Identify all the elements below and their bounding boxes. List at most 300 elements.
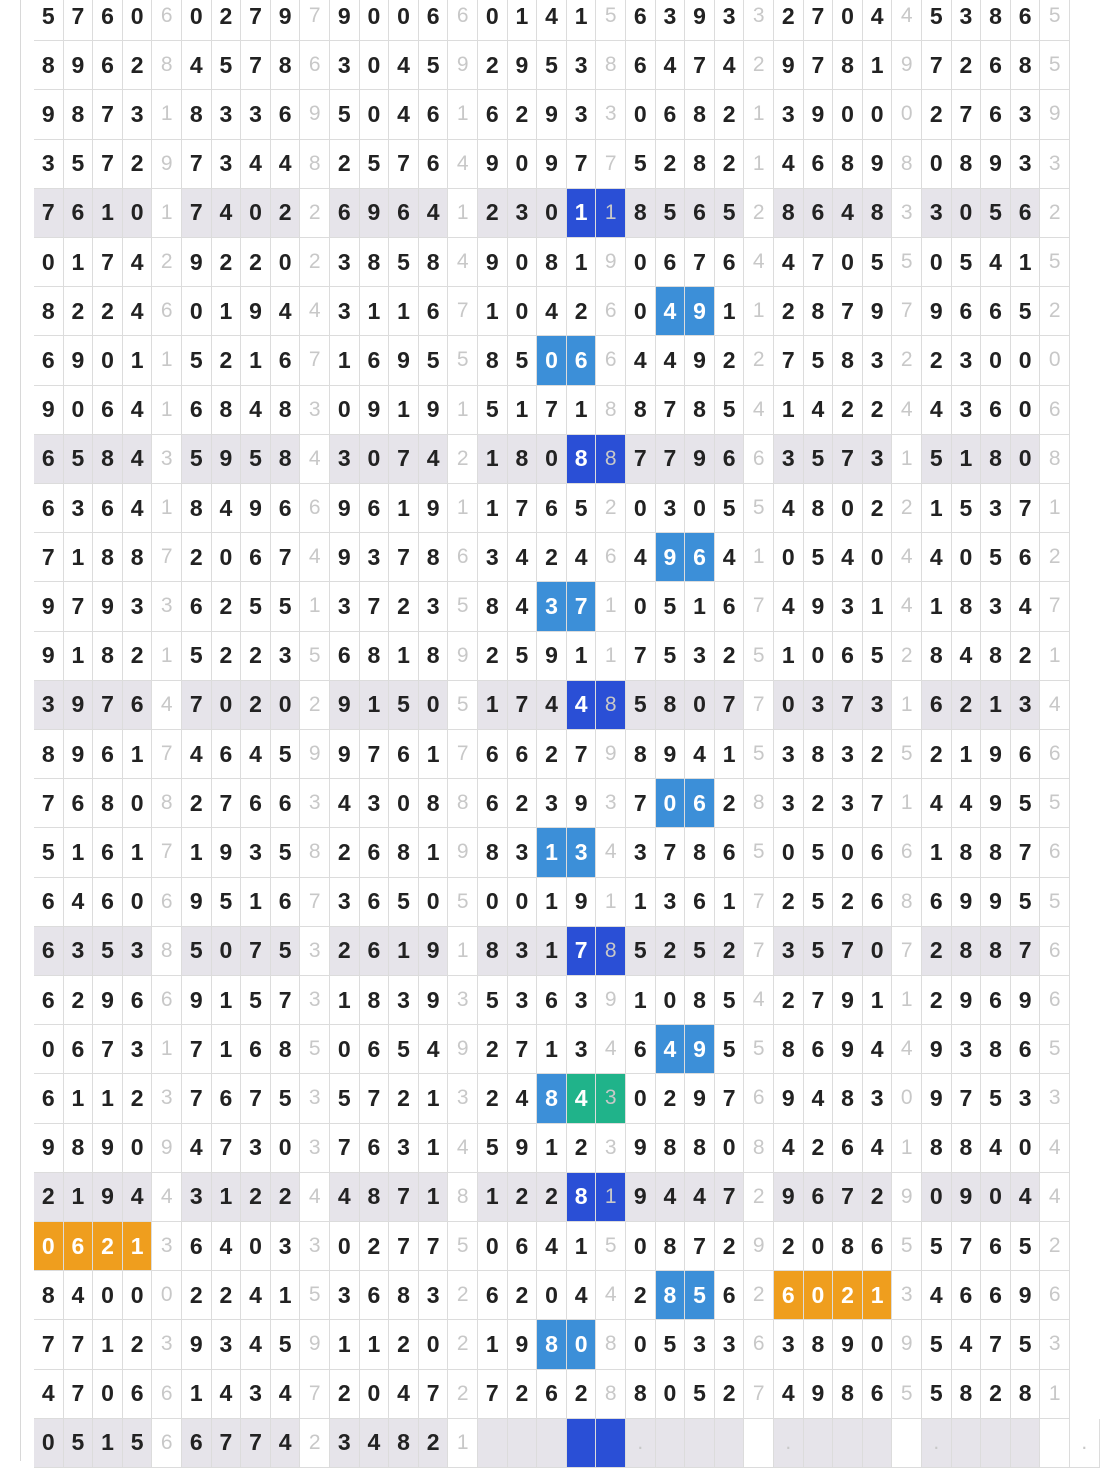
grid-separator-digit: 9 [596,976,626,1025]
grid-digit: 0 [478,0,508,41]
grid-digit: 2 [64,287,94,336]
grid-digit: 7 [626,632,656,681]
grid-digit: 7 [626,779,656,828]
grid-separator-digit: 3 [300,1222,330,1271]
grid-digit: 8 [34,287,64,336]
grid-digit: 6 [123,976,153,1025]
grid-digit [715,1419,745,1468]
grid-separator-digit: 2 [300,1419,330,1468]
grid-digit: 9 [212,435,242,484]
grid-separator-digit: 5 [1040,779,1070,828]
grid-separator-digit: 5 [892,238,922,287]
grid-separator-digit: 6 [152,878,182,927]
grid-digit: 2 [508,779,538,828]
grid-digit: 1 [64,632,94,681]
grid-digit: 6 [419,140,449,189]
grid-digit: 0 [271,681,301,730]
grid-digit: 5 [419,336,449,385]
grid-separator-digit: 1 [448,484,478,533]
grid-digit: 9 [922,1074,952,1123]
grid-digit: 2 [537,1173,567,1222]
grid-digit: 5 [715,386,745,435]
grid-digit: 6 [981,90,1011,139]
grid-separator-digit: 8 [448,1173,478,1222]
grid-digit: 9 [182,238,212,287]
grid-separator-digit: 4 [744,386,774,435]
grid-digit: 7 [182,1074,212,1123]
grid-separator-digit: 8 [596,1370,626,1419]
grid-digit: 5 [34,828,64,877]
grid-digit: 7 [64,1370,94,1419]
grid-digit: 3 [656,878,686,927]
grid-digit: 8 [685,976,715,1025]
grid-digit: 3 [833,779,863,828]
grid-digit: 9 [478,238,508,287]
grid-separator-digit: 6 [152,976,182,1025]
grid-digit: 6 [330,632,360,681]
grid-separator-digit: 7 [596,140,626,189]
grid-separator-digit: 3 [1040,140,1070,189]
grid-digit: 4 [981,238,1011,287]
grid-digit: 2 [656,927,686,976]
grid-separator-digit: 8 [596,41,626,90]
grid-digit: 8 [360,238,390,287]
grid-digit: 6 [833,632,863,681]
grid-separator-digit: 6 [744,1074,774,1123]
grid-digit: 2 [715,140,745,189]
grid-digit: 1 [478,1173,508,1222]
grid-digit: 5 [952,238,982,287]
grid-separator-digit: 1 [744,287,774,336]
grid-digit: 5 [508,336,538,385]
grid-digit: 0 [656,1370,686,1419]
grid-digit: 2 [478,1025,508,1074]
grid-digit: 5 [271,1320,301,1369]
grid-digit: 2 [715,336,745,385]
grid-digit: 0 [626,1074,656,1123]
grid-digit: 4 [537,681,567,730]
grid-digit: 2 [508,1173,538,1222]
grid-digit: 1 [922,484,952,533]
grid-separator-digit: 9 [152,140,182,189]
grid-separator-digit: 7 [448,730,478,779]
grid-digit: 4 [123,1173,153,1222]
grid-digit: 5 [656,1320,686,1369]
grid-digit: 9 [34,90,64,139]
grid-digit: 0 [478,878,508,927]
grid-digit: 3 [952,1025,982,1074]
grid-separator-digit: 5 [744,484,774,533]
grid-digit: 7 [360,582,390,631]
grid-digit: 3 [537,779,567,828]
grid-separator-digit: 6 [1040,1271,1070,1320]
grid-digit: 0 [508,287,538,336]
grid-digit: 6 [389,730,419,779]
grid-separator-digit: 1 [1040,1370,1070,1419]
grid-digit: 5 [685,1370,715,1419]
grid-digit: 4 [212,189,242,238]
grid-digit: 7 [656,386,686,435]
grid-digit: 2 [93,287,123,336]
grid-digit: 9 [981,730,1011,779]
grid-separator-digit: 6 [1040,730,1070,779]
grid-digit: 3 [419,582,449,631]
grid-digit: 6 [93,484,123,533]
grid-digit: 6 [271,878,301,927]
grid-digit: 6 [64,189,94,238]
grid-digit: 3 [241,1370,271,1419]
grid-digit: 6 [715,582,745,631]
grid-separator-digit: 7 [300,1370,330,1419]
grid-digit: 2 [922,976,952,1025]
grid-digit: 5 [626,140,656,189]
grid-digit: 4 [271,287,301,336]
grid-digit: 6 [804,1173,834,1222]
grid-digit: 2 [981,1370,1011,1419]
grid-digit: 7 [863,779,893,828]
grid-digit: 9 [922,287,952,336]
grid-separator-digit: 5 [1040,1025,1070,1074]
grid-digit: 2 [212,582,242,631]
grid-digit: 2 [123,140,153,189]
grid-digit: 7 [508,484,538,533]
grid-digit: 1 [330,1320,360,1369]
grid-digit: 1 [64,1074,94,1123]
grid-digit: 5 [241,976,271,1025]
grid-digit: 3 [123,582,153,631]
grid-digit: 2 [419,1419,449,1468]
grid-separator-digit: 6 [300,484,330,533]
grid-digit: 5 [981,1074,1011,1123]
grid-digit: 1 [182,1370,212,1419]
grid-digit: 6 [241,533,271,582]
grid-digit: 6 [981,976,1011,1025]
grid-separator-digit: 7 [892,927,922,976]
grid-separator-digit: 1 [152,386,182,435]
grid-digit: 7 [508,681,538,730]
grid-digit: 1 [419,1173,449,1222]
grid-digit: 4 [241,730,271,779]
grid-digit: 9 [567,878,597,927]
grid-separator-digit: 6 [892,828,922,877]
grid-digit: 0 [360,1370,390,1419]
grid-separator-digit: 5 [448,1222,478,1271]
grid-separator-digit: 5 [448,878,478,927]
grid-separator-digit: 8 [596,386,626,435]
grid-digit: 6 [715,1271,745,1320]
grid-digit: 5 [1011,878,1041,927]
grid-separator-digit: 5 [596,0,626,41]
grid-separator-digit: 9 [596,238,626,287]
grid-separator-digit: 1 [1040,484,1070,533]
grid-digit: 3 [922,189,952,238]
grid-separator-digit: 5 [1040,238,1070,287]
grid-separator-digit: 8 [744,1124,774,1173]
grid-separator-digit: 6 [152,0,182,41]
grid-separator-digit: 2 [596,484,626,533]
grid-digit: 2 [833,1271,863,1320]
grid-digit: 7 [419,1370,449,1419]
grid-separator-digit: 7 [152,730,182,779]
grid-digit: 1 [241,336,271,385]
grid-digit: 0 [123,1271,153,1320]
grid-digit: 7 [1011,828,1041,877]
grid-digit: 7 [715,1074,745,1123]
grid-digit: 9 [330,730,360,779]
grid-digit: 8 [389,1271,419,1320]
grid-digit: 9 [833,1025,863,1074]
grid-digit: 7 [981,1320,1011,1369]
grid-digit: 6 [93,828,123,877]
grid-digit: 0 [64,386,94,435]
grid-digit: 7 [64,582,94,631]
grid-separator-digit [744,1419,774,1468]
grid-digit: 4 [123,287,153,336]
grid-digit: 9 [981,878,1011,927]
grid-separator-digit: 2 [300,238,330,287]
grid-digit: 6 [804,1025,834,1074]
grid-digit: 5 [715,484,745,533]
grid-digit: 0 [952,189,982,238]
grid-separator-digit: 0 [892,1074,922,1123]
grid-digit: 6 [656,90,686,139]
grid-digit: 9 [685,0,715,41]
grid-digit: 9 [330,681,360,730]
grid-digit: 0 [922,238,952,287]
grid-digit: 5 [93,927,123,976]
grid-digit: 1 [389,287,419,336]
grid-digit: 6 [182,1222,212,1271]
grid-digit: 1 [123,730,153,779]
grid-digit: 5 [1011,1320,1041,1369]
grid-digit: 1 [478,681,508,730]
grid-digit: 7 [1011,927,1041,976]
grid-digit: 8 [537,1074,567,1123]
grid-separator-digit: 2 [744,1271,774,1320]
grid-digit: 1 [863,41,893,90]
grid-digit: 0 [241,189,271,238]
grid-digit: 3 [34,681,64,730]
grid-digit: 6 [685,533,715,582]
trailing-dot: . [626,1419,656,1468]
grid-digit: 8 [271,435,301,484]
grid-digit: 8 [93,779,123,828]
grid-separator-digit: 8 [448,779,478,828]
grid-digit: 8 [804,287,834,336]
grid-digit: 6 [34,878,64,927]
grid-separator-digit: 2 [448,1271,478,1320]
grid-digit: 4 [182,41,212,90]
grid-digit: 3 [863,435,893,484]
grid-digit: 6 [478,1271,508,1320]
grid-digit: 2 [212,632,242,681]
grid-digit: 3 [241,1124,271,1173]
grid-separator-digit: 2 [744,336,774,385]
grid-digit: 4 [567,1271,597,1320]
grid-digit: 3 [567,90,597,139]
grid-digit: 6 [715,238,745,287]
grid-digit: 1 [182,828,212,877]
grid-digit: 8 [833,140,863,189]
grid-digit: 8 [833,336,863,385]
grid-digit: 3 [774,730,804,779]
grid-digit: 6 [34,484,64,533]
grid-digit: 2 [34,1173,64,1222]
grid-digit: 1 [922,582,952,631]
grid-digit: 8 [952,927,982,976]
grid-digit: 4 [123,435,153,484]
grid-separator-digit: 5 [892,730,922,779]
grid-digit: 5 [182,927,212,976]
grid-digit: 9 [863,287,893,336]
grid-digit: 7 [804,238,834,287]
grid-digit: 6 [330,189,360,238]
grid-separator-digit: 4 [300,533,330,582]
grid-digit: 2 [360,1222,390,1271]
grid-digit: 0 [34,1419,64,1468]
grid-separator-digit: 8 [152,41,182,90]
grid-digit: 7 [182,189,212,238]
grid-digit: 4 [567,681,597,730]
grid-digit: 0 [774,533,804,582]
grid-digit: 8 [833,1222,863,1271]
grid-digit: 5 [271,582,301,631]
grid-digit: 2 [863,730,893,779]
grid-digit: 6 [863,828,893,877]
grid-separator-digit: 4 [448,1124,478,1173]
grid-digit: 3 [212,1320,242,1369]
grid-digit: 9 [34,1124,64,1173]
grid-digit: 4 [804,1074,834,1123]
grid-digit: 0 [626,1320,656,1369]
grid-digit: 2 [952,41,982,90]
grid-digit: 7 [952,1222,982,1271]
grid-digit: 1 [64,828,94,877]
grid-digit: 8 [537,1320,567,1369]
grid-separator-digit: 3 [152,1222,182,1271]
grid-digit: 9 [626,1173,656,1222]
grid-separator-digit: 1 [892,435,922,484]
grid-separator-digit: 6 [596,287,626,336]
grid-digit: 4 [922,533,952,582]
grid-digit: 3 [182,1173,212,1222]
grid-digit: 6 [271,779,301,828]
grid-digit: 6 [93,386,123,435]
grid-digit: 4 [508,582,538,631]
grid-digit: 6 [537,1370,567,1419]
grid-separator-digit: 1 [892,976,922,1025]
grid-digit: 6 [182,1419,212,1468]
grid-separator-digit: 6 [152,1370,182,1419]
grid-digit: 0 [715,1124,745,1173]
grid-separator-digit: 7 [300,336,330,385]
grid-digit: 3 [34,140,64,189]
grid-digit: 4 [271,1370,301,1419]
grid-digit: 6 [182,582,212,631]
grid-separator-digit: 9 [892,41,922,90]
grid-digit: 5 [656,632,686,681]
grid-digit: 7 [567,140,597,189]
grid-digit [478,1419,508,1468]
grid-digit: 9 [804,582,834,631]
grid-digit: 1 [537,828,567,877]
grid-digit: 5 [863,238,893,287]
grid-digit: 9 [804,1370,834,1419]
grid-separator-digit: 3 [448,976,478,1025]
grid-digit: 6 [34,976,64,1025]
grid-digit: 8 [685,90,715,139]
grid-separator-digit: 4 [1040,1173,1070,1222]
grid-digit: 4 [863,1124,893,1173]
grid-digit: 2 [508,90,538,139]
grid-digit: 4 [212,484,242,533]
grid-digit: 6 [93,41,123,90]
grid-digit: 9 [685,1025,715,1074]
grid-digit: 4 [981,1124,1011,1173]
grid-digit: 3 [212,140,242,189]
grid-separator-digit: 9 [1040,90,1070,139]
grid-digit [804,1419,834,1468]
grid-digit: 4 [241,1320,271,1369]
grid-digit: 5 [508,632,538,681]
grid-digit: 9 [330,484,360,533]
grid-digit: 3 [508,828,538,877]
grid-separator-digit: 6 [1040,927,1070,976]
grid-separator-digit: 8 [596,435,626,484]
grid-digit: 9 [774,1074,804,1123]
grid-separator-digit: 9 [300,730,330,779]
grid-digit: 4 [537,1222,567,1271]
grid-separator-digit: 1 [892,1124,922,1173]
grid-digit: 2 [241,681,271,730]
grid-separator-digit: 9 [300,1320,330,1369]
grid-digit: 1 [389,386,419,435]
grid-digit: 5 [330,90,360,139]
grid-digit: 8 [271,386,301,435]
grid-separator-digit: 7 [744,582,774,631]
grid-digit: 8 [685,828,715,877]
grid-digit: 7 [626,435,656,484]
grid-separator-digit: 2 [1040,1222,1070,1271]
grid-digit: 6 [34,336,64,385]
grid-digit: 4 [567,1074,597,1123]
grid-digit: 4 [123,484,153,533]
grid-digit: 2 [330,140,360,189]
grid-digit: 4 [241,140,271,189]
grid-digit: 0 [774,828,804,877]
grid-digit: 4 [330,779,360,828]
grid-digit: 1 [93,189,123,238]
grid-digit: 7 [833,1173,863,1222]
grid-digit: 6 [685,878,715,927]
grid-digit: 1 [478,287,508,336]
grid-digit: 2 [537,730,567,779]
grid-digit: 4 [656,1173,686,1222]
grid-digit: 3 [774,927,804,976]
grid-separator-digit: 5 [300,1025,330,1074]
grid-digit [685,1419,715,1468]
grid-digit: 1 [774,632,804,681]
grid-digit: 3 [863,336,893,385]
grid-separator-digit: 2 [300,681,330,730]
grid-digit: 4 [271,1419,301,1468]
grid-digit: 6 [478,90,508,139]
grid-separator-digit: 6 [1040,386,1070,435]
grid-digit: 1 [64,1173,94,1222]
grid-digit: 1 [922,828,952,877]
grid-digit: 8 [656,1271,686,1320]
grid-separator-digit: 8 [892,878,922,927]
